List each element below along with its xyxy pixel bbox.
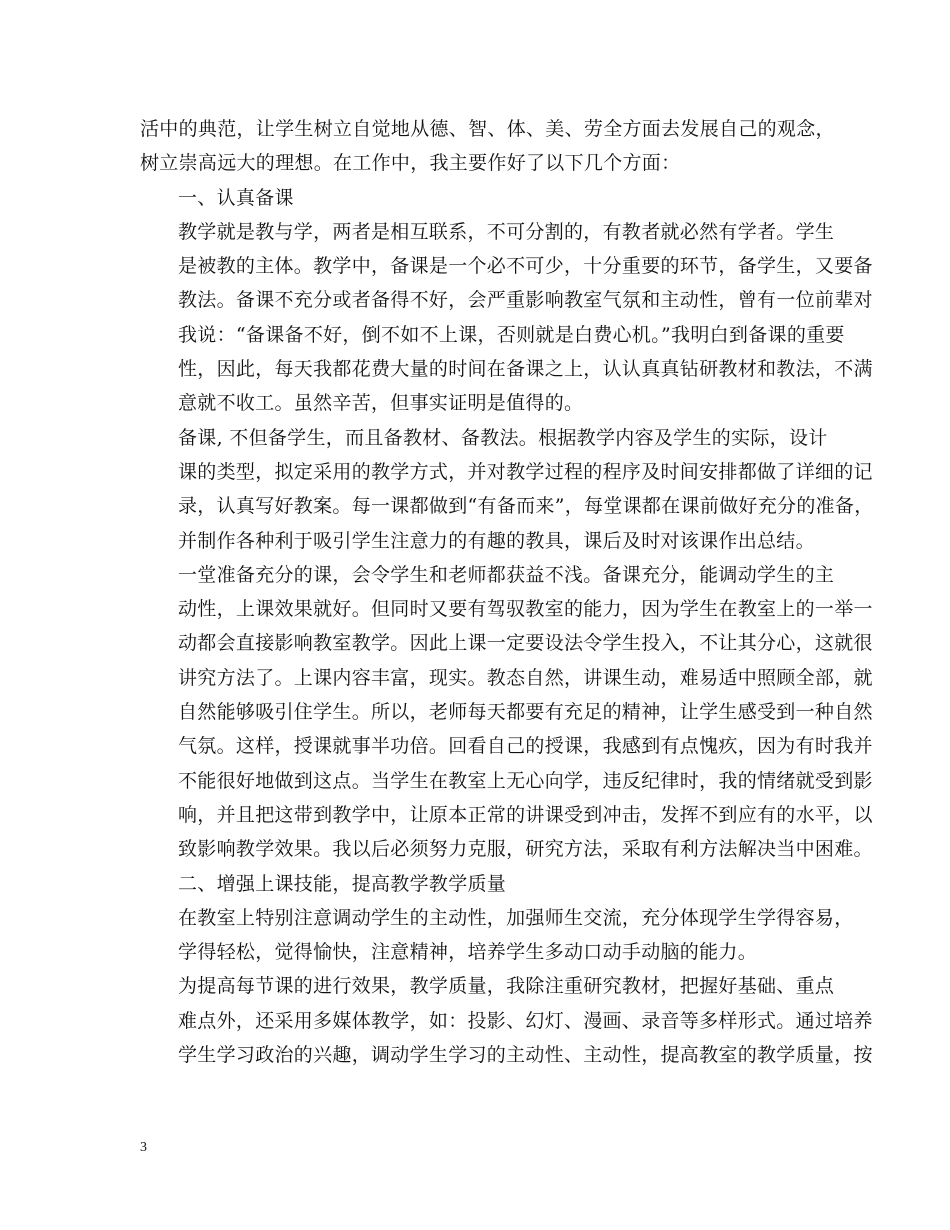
text-line: 课的类型，拟定采用的教学方式，并对教学过程的程序及时间安排都做了详细的记 xyxy=(178,460,873,483)
paragraph xyxy=(140,421,874,558)
paragraph xyxy=(140,558,873,867)
text-line: 不能很好地做到这点。当学生在教室上无心向学，违反纪律时，我的情绪就受到影 xyxy=(178,769,873,792)
document-body xyxy=(140,112,874,1072)
text-line: 致影响教学效果。我以后必须努力克服，研究方法，采取有利方法解决当中困难。 xyxy=(178,838,873,861)
text-line: 性，因此，每天我都花费大量的时间在备课之上，认认真真钻研教材和教法，不满 xyxy=(178,358,873,381)
text-line: 教学就是教与学，两者是相互联系，不可分割的，有教者就必然有学者。学生 xyxy=(178,220,835,243)
paragraph xyxy=(140,901,854,970)
text-line: 教法。备课不充分或者备得不好，会严重影响教室气氛和主动性，曾有一位前辈对 xyxy=(178,289,873,312)
text-line: 是被教的主体。教学中，备课是一个必不可少，十分重要的环节，备学生，又要备 xyxy=(178,255,873,278)
paragraph xyxy=(140,969,873,1072)
paragraph xyxy=(140,215,873,421)
text-line: 我说：“备课备不好，倒不如不上课，否则就是白费心机。”我明白到备课的重要 xyxy=(178,323,845,346)
text-line: 备课, 不但备学生，而且备教材、备教法。根据教学内容及学生的实际，设计 xyxy=(178,426,828,449)
text-line: 讲究方法了。上课内容丰富，现实。教态自然，讲课生动，难易适中照顾全部，就 xyxy=(178,666,873,689)
text-line: 学生学习政治的兴趣，调动学生学习的主动性、主动性，提高教室的教学质量，按 xyxy=(178,1044,873,1067)
text-line: 自然能够吸引住学生。所以，老师每天都要有充足的精神，让学生感受到一种自然 xyxy=(178,701,873,724)
text-line: 气氛。这样，授课就事半功倍。回看自己的授课，我感到有点愧疚，因为有时我并 xyxy=(178,735,873,758)
text-line: 学得轻松，觉得愉快，注意精神，培养学生多动口动手动脑的能力。 xyxy=(178,941,758,964)
text-line: 意就不收工。虽然辛苦，但事实证明是值得的。 xyxy=(178,392,584,415)
page-number: 3 xyxy=(140,1140,147,1155)
text-line: 二、增强上课技能，提高教学教学质量 xyxy=(178,872,507,895)
text-line: 动性，上课效果就好。但同时又要有驾驭教室的能力，因为学生在教室上的一举一 xyxy=(178,598,873,621)
text-line: 在教室上特别注意调动学生的主动性，加强师生交流，充分体现学生学得容易， xyxy=(178,906,854,929)
text-line: 树立崇高远大的理想。在工作中，我主要作好了以下几个方面： xyxy=(140,152,681,175)
text-line: 一堂准备充分的课，会令学生和老师都获益不浅。备课充分，能调动学生的主 xyxy=(178,563,835,586)
text-line: 活中的典范，让学生树立自觉地从德、智、体、美、劳全方面去发展自己的观念， xyxy=(140,118,835,140)
text-line: 一、认真备课 xyxy=(178,186,294,209)
text-line: 动都会直接影响教室教学。因此上课一定要设法令学生投入，不让其分心，这就很 xyxy=(178,632,873,655)
text-line: 难点外，还采用多媒体教学，如：投影、幻灯、漫画、录音等多样形式。通过培养 xyxy=(178,1009,873,1032)
text-line: 录，认真写好教案。每一课都做到“有备而来”，每堂课都在课前做好充分的准备， xyxy=(178,495,874,518)
text-line: 为提高每节课的进行效果，教学质量，我除注重研究教材，把握好基础、重点 xyxy=(178,975,835,998)
paragraph xyxy=(140,867,826,901)
text-line: 响，并且把这带到教学中，让原本正常的讲课受到冲击，发挥不到应有的水平，以 xyxy=(178,803,873,826)
paragraph xyxy=(140,181,826,215)
paragraph xyxy=(140,112,835,181)
text-line: 并制作各种利于吸引学生注意力的有趣的教具，课后及时对该课作出总结。 xyxy=(178,529,815,552)
